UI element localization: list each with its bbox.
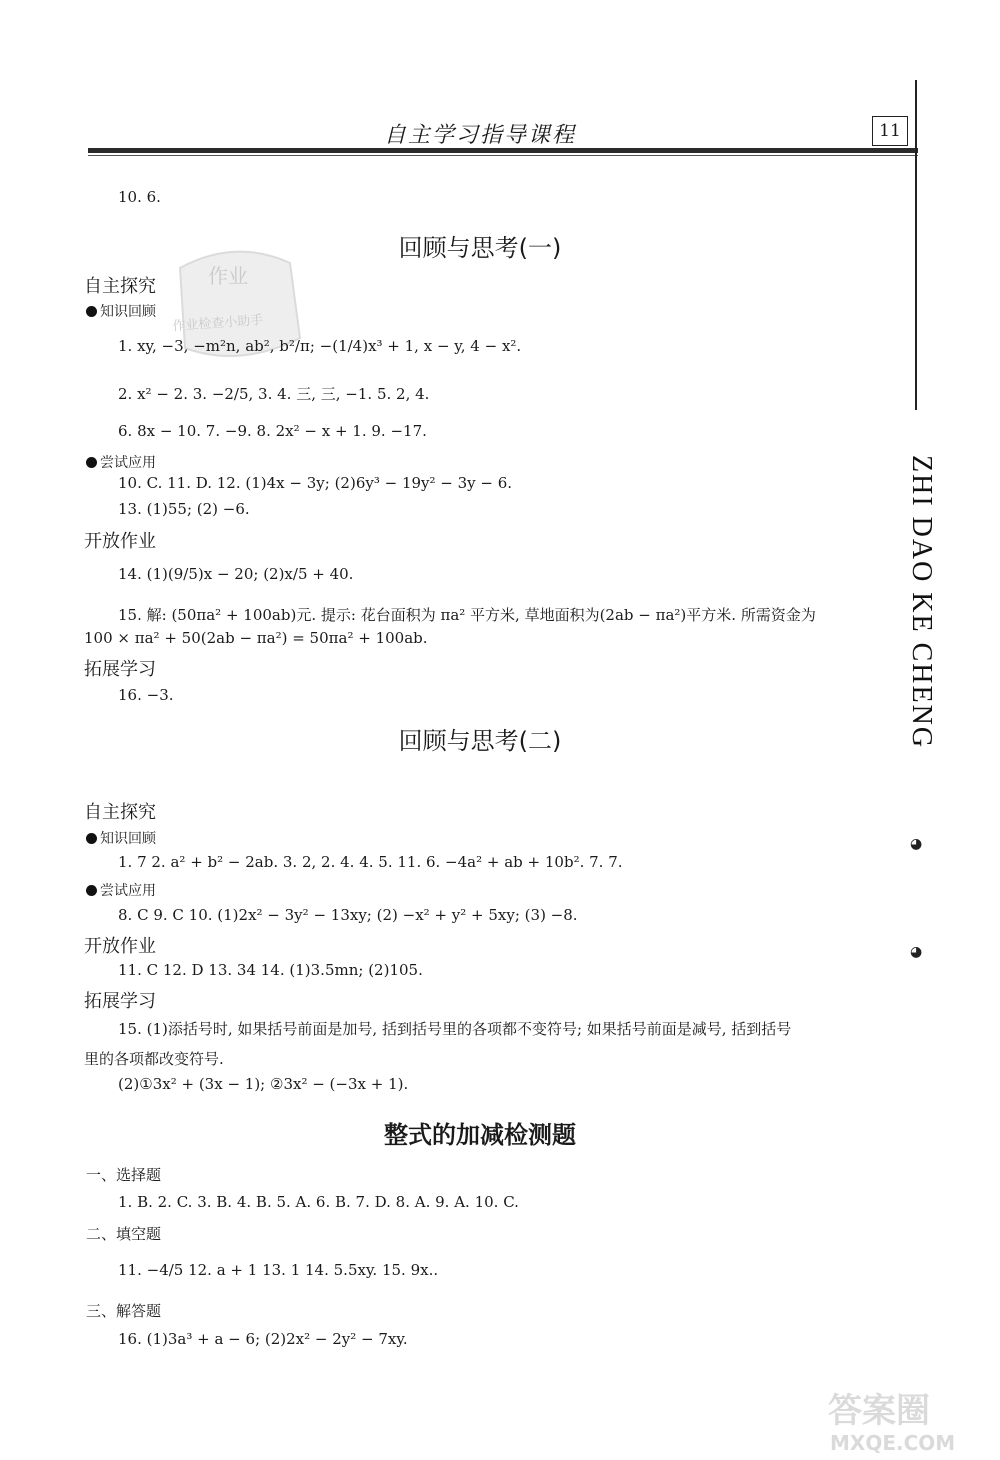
bullet-icon <box>86 885 97 896</box>
answer-line: 2. x² − 2. 3. −2/5, 3. 4. 三, 三, −1. 5. 2, 4. <box>118 385 430 403</box>
svg-text:答案圈: 答案圈 <box>828 1391 930 1431</box>
subcategory-knowledge: 知识回顾 <box>86 828 156 848</box>
section-title-review-1: 回顾与思考(一) <box>398 234 562 262</box>
page-number: 11 <box>872 116 908 146</box>
header-rule-thin <box>88 155 918 156</box>
answer-line: 里的各项都改变符号. <box>84 1050 224 1068</box>
answer-line: 15. (1)添括号时, 如果括号前面是加号, 括到括号里的各项都不变符号; 如果括号前面是减号, 括到括号 <box>118 1020 792 1038</box>
bullet-icon <box>86 306 97 317</box>
answer-line: 11. −4/5 12. a + 1 13. 1 14. 5.5xy. 15. 9x.. <box>118 1261 439 1279</box>
category-extend: 拓展学习 <box>84 659 156 680</box>
answer-line: 11. C 12. D 13. 34 14. (1)3.5mn; (2)105. <box>118 961 423 979</box>
category-explore: 自主探究 <box>84 802 156 823</box>
part-solve: 三、解答题 <box>86 1302 162 1320</box>
answer-line: 16. (1)3a³ + a − 6; (2)2x² − 2y² − 7xy. <box>118 1330 408 1348</box>
bullet-icon <box>86 833 97 844</box>
bullet-icon <box>86 457 97 468</box>
decor-mark-icon: ◕ <box>910 944 923 960</box>
section-title-review-2: 回顾与思考(二) <box>398 727 562 755</box>
answer-line: 10. 6. <box>118 188 161 206</box>
answer-line: 1. xy, −3, −m²n, ab², b²/π; −(1/4)x³ + 1, x − y, 4 − x². <box>118 337 522 355</box>
side-banner-text: ZHI DAO KE CHENG <box>906 455 937 750</box>
watermark-logo <box>820 1386 990 1456</box>
subcategory-knowledge: 知识回顾 <box>86 301 156 321</box>
answer-line: 10. C. 11. D. 12. (1)4x − 3y; (2)6y³ − 19y² − 3y − 6. <box>118 474 513 492</box>
svg-text:作业: 作业 <box>208 264 248 288</box>
part-choice: 一、选择题 <box>86 1166 162 1184</box>
section-title-test: 整式的加减检测题 <box>384 1121 576 1149</box>
answer-line: 1. 7 2. a² + b² − 2ab. 3. 2, 2. 4. 4. 5. 11. 6. −4a² + ab + 10b². 7. 7. <box>118 853 623 871</box>
header-rule <box>88 148 918 153</box>
svg-text:MXQE.COM: MXQE.COM <box>830 1431 956 1455</box>
category-open: 开放作业 <box>84 936 156 957</box>
answer-line: 8. C 9. C 10. (1)2x² − 3y² − 13xy; (2) −x² + y² + 5xy; (3) −8. <box>118 906 578 924</box>
category-extend: 拓展学习 <box>84 991 156 1012</box>
answer-line: (2)①3x² + (3x − 1); ②3x² − (−3x + 1). <box>118 1075 409 1093</box>
answer-line: 14. (1)(9/5)x − 20; (2)x/5 + 40. <box>118 565 354 583</box>
answer-line: 6. 8x − 10. 7. −9. 8. 2x² − x + 1. 9. −17. <box>118 422 427 440</box>
subcategory-apply: 尝试应用 <box>86 452 156 472</box>
part-fill: 二、填空题 <box>86 1225 162 1243</box>
answer-line: 16. −3. <box>118 686 174 704</box>
subcategory-apply: 尝试应用 <box>86 880 156 900</box>
category-explore: 自主探究 <box>84 276 156 297</box>
header-title: 自主学习指导课程 <box>383 123 576 148</box>
category-open: 开放作业 <box>84 531 156 552</box>
answer-line: 1. B. 2. C. 3. B. 4. B. 5. A. 6. B. 7. D. 8. A. 9. A. 10. C. <box>118 1193 519 1211</box>
decor-mark-icon: ◕ <box>910 836 923 852</box>
svg-text:作业检查小助手: 作业检查小助手 <box>171 313 264 335</box>
answer-line: 100 × πa² + 50(2ab − πa²) = 50πa² + 100ab. <box>84 629 428 647</box>
answer-line: 13. (1)55; (2) −6. <box>118 500 250 518</box>
answer-line: 15. 解: (50πa² + 100ab)元. 提示: 花台面积为 πa² 平方米, 草地面积为(2ab − πa²)平方米. 所需资金为 <box>118 606 816 624</box>
